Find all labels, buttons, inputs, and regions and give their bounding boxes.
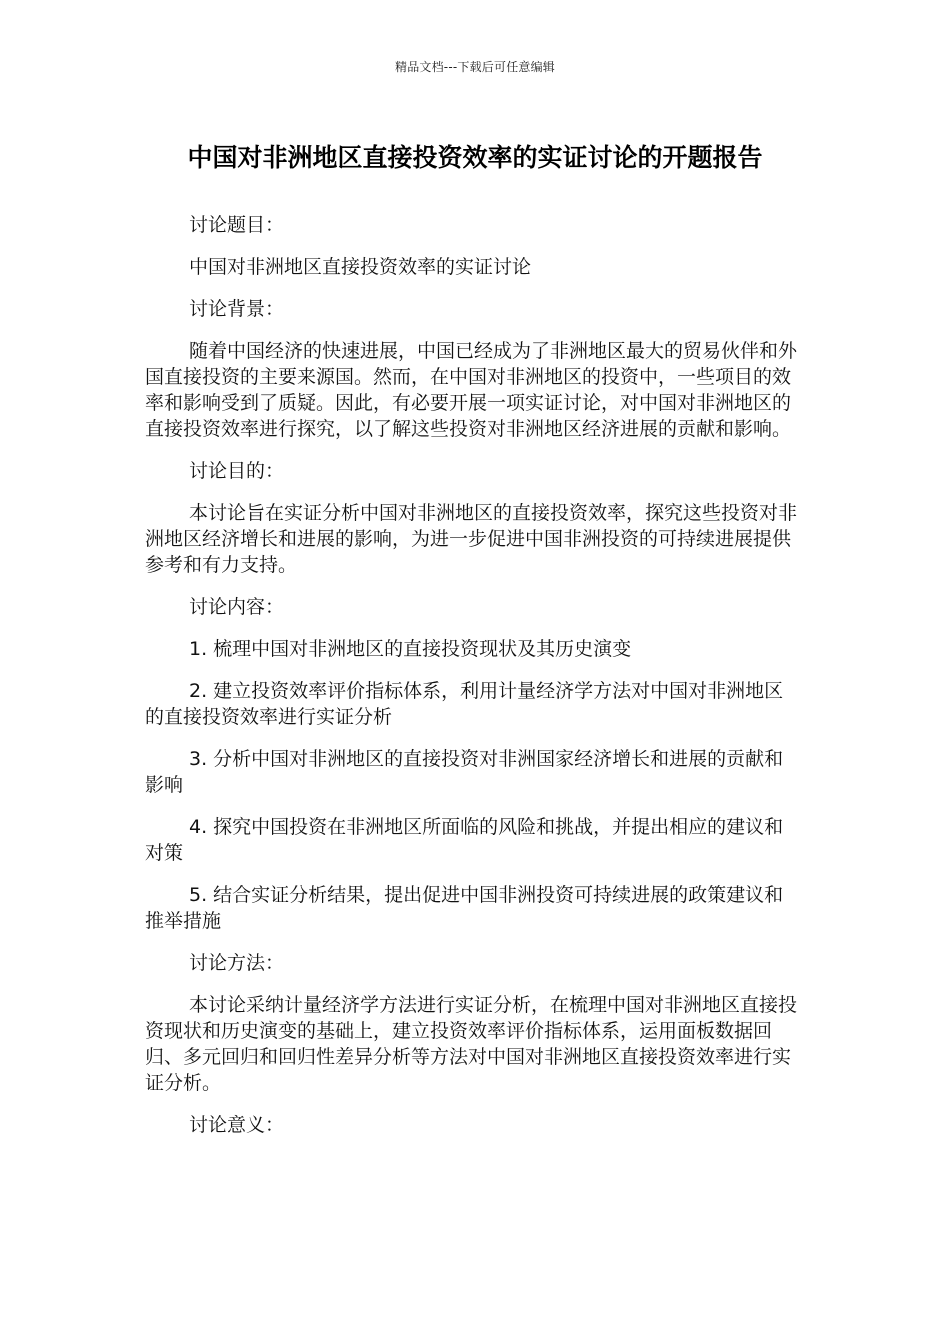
section-heading-purpose: 讨论目的： (189, 460, 285, 482)
header-note: 精品文档---下载后可任意编辑 (395, 60, 555, 74)
document-body (145, 212, 800, 1154)
background-text: 随着中国经济的快速进展，中国已经成为了非洲地区最大的贸易伙伴和外国直接投资的主要来源国。然而，在中国对非洲地区的投资中，一些项目的效率和影响受到了质疑。因此，有必要开展一项实证讨论，对中国对非洲地区的直接投资效率进行探究，以了解这些投资对非洲地区经济进展的贡献和影响。 (145, 340, 798, 440)
section-heading-method: 讨论方法： (189, 952, 285, 974)
content-item-3: 3. 分析中国对非洲地区的直接投资对非洲国家经济增长和进展的贡献和影响 (145, 748, 784, 796)
content-item-2: 2. 建立投资效率评价指标体系，利用计量经济学方法对中国对非洲地区的直接投资效率进行实证分析 (145, 680, 784, 728)
content-item-5: 5. 结合实证分析结果，提出促进中国非洲投资可持续进展的政策建议和推举措施 (145, 884, 784, 932)
section-heading-background: 讨论背景： (189, 298, 285, 320)
section-heading-significance: 讨论意义： (189, 1114, 285, 1136)
content-item-1: 1. 梳理中国对非洲地区的直接投资现状及其历史演变 (189, 638, 632, 660)
section-heading-topic: 讨论题目： (189, 214, 285, 236)
topic-text: 中国对非洲地区直接投资效率的实证讨论 (189, 256, 532, 278)
section-heading-content: 讨论内容： (189, 596, 285, 618)
content-item-4: 4. 探究中国投资在非洲地区所面临的风险和挑战，并提出相应的建议和对策 (145, 816, 784, 864)
purpose-text: 本讨论旨在实证分析中国对非洲地区的直接投资效率，探究这些投资对非洲地区经济增长和进展的影响，为进一步促进中国非洲投资的可持续进展提供参考和有力支持。 (145, 502, 798, 576)
document-title: 中国对非洲地区直接投资效率的实证讨论的开题报告 (187, 143, 763, 172)
method-text: 本讨论采纳计量经济学方法进行实证分析，在梳理中国对非洲地区直接投资现状和历史演变的基础上，建立投资效率评价指标体系，运用面板数据回归、多元回归和回归性差异分析等方法对中国对非洲地区直接投资效率进行实证分析。 (145, 994, 798, 1094)
